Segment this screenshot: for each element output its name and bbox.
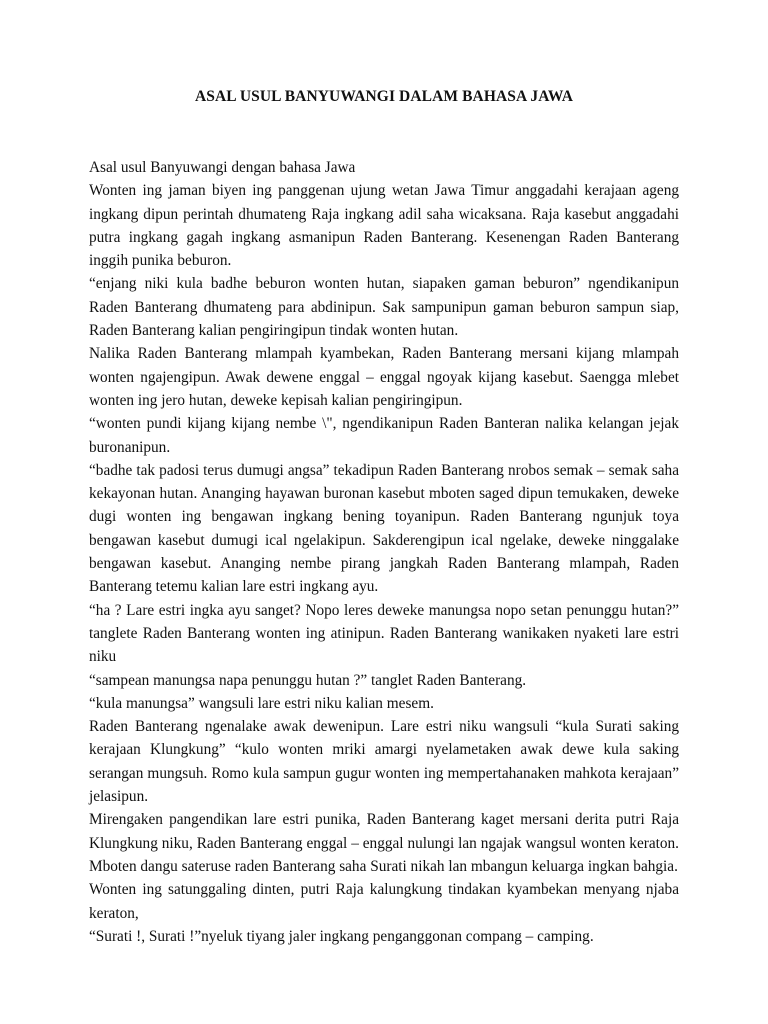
paragraph: “kula manungsa” wangsuli lare estri niku kalian mesem. xyxy=(89,694,434,712)
paragraph: “badhe tak padosi terus dumugi angsa” tekadipun Raden Banterang nrobos semak – semak saha kekayonan hutan. Ananging hayawan buronan kasebut mboten saged dipun temukaken, deweke dugi wonten ing bengawan ingkang bening toyanipun. Raden Banterang ngunjuk toya bengawan kasebut dumugi ical ngelakipun. Sakderengipun ical ngelake, deweke ninggalake bengawan kasebut. Ananging nembe pirang jangkah Raden Banterang mlampah, Raden Banterang tetemu kalian lare estri ingkang ayu. xyxy=(89,461,679,596)
paragraph: Wonten ing jaman biyen ing panggenan ujung wetan Jawa Timur anggadahi kerajaan ageng ingkang dipun perintah dhumateng Raja ingkang adil saha wicaksana. Raja kasebut anggadahi putra ingkang gagah ingkang asmanipun Raden Banterang. Kesenengan Raden Banterang inggih punika beburon. xyxy=(89,182,679,270)
paragraph: Raden Banterang ngenalake awak dewenipun. Lare estri niku wangsuli “kula Surati saking kerajaan Klungkung” “kulo wonten mriki amargi nyelametaken awak dewe kula saking serangan mungsuh. Romo kula sampun gugur wonten ing mempertahanaken mahkota kerajaan” jelasipun. xyxy=(89,718,679,806)
paragraph-subtitle: Asal usul Banyuwangi dengan bahasa Jawa xyxy=(89,159,356,176)
paragraph: “sampean manungsa napa penunggu hutan ?” tanglet Raden Banterang. xyxy=(89,671,527,689)
document-title: ASAL USUL BANYUWANGI DALAM BAHASA JAWA xyxy=(194,88,574,105)
paragraph: Mirengaken pangendikan lare estri punika, Raden Banterang kaget mersani derita putri Raja Klungkung niku, Raden Banterang enggal – enggal nulungi lan ngajak wangsul wonten keraton. Mboten dangu sateruse raden Banterang saha Surati nikah lan mbangun keluarga ingkan bahgia. xyxy=(89,811,679,875)
paragraph: “ha ? Lare estri ingka ayu sanget? Nopo leres deweke manungsa nopo setan penunggu hutan?” tanglete Raden Banterang wonten ing atinipun. Raden Banterang wanikaken nyaketi lare estri niku xyxy=(89,601,679,666)
paragraph: “enjang niki kula badhe beburon wonten hutan, siapaken gaman beburon” ngendikanipun Raden Banterang dhumateng para abdinipun. Sak sampunipun gaman beburon sampun siap, Raden Banterang kalian pengiringipun tindak wonten hutan. xyxy=(89,275,679,340)
paragraph: Wonten ing satunggaling dinten, putri Raja kalungkung tindakan kyambekan menyang njaba keraton, xyxy=(89,881,679,922)
paragraph: “wonten pundi kijang kijang nembe \", ngendikanipun Raden Banteran nalika kelangan jejak buronanipun. xyxy=(89,415,679,456)
paragraph: Nalika Raden Banterang mlampah kyambekan, Raden Banterang mersani kijang mlampah wonten ngajengipun. Awak dewene enggal – enggal ngoyak kijang kasebut. Saengga mlebet wonten ing jero hutan, deweke kepisah kalian pengiringipun. xyxy=(89,345,679,409)
document-body xyxy=(89,156,679,948)
paragraph: “Surati !, Surati !”nyeluk tiyang jaler ingkang penganggonan compang – camping. xyxy=(89,927,594,945)
